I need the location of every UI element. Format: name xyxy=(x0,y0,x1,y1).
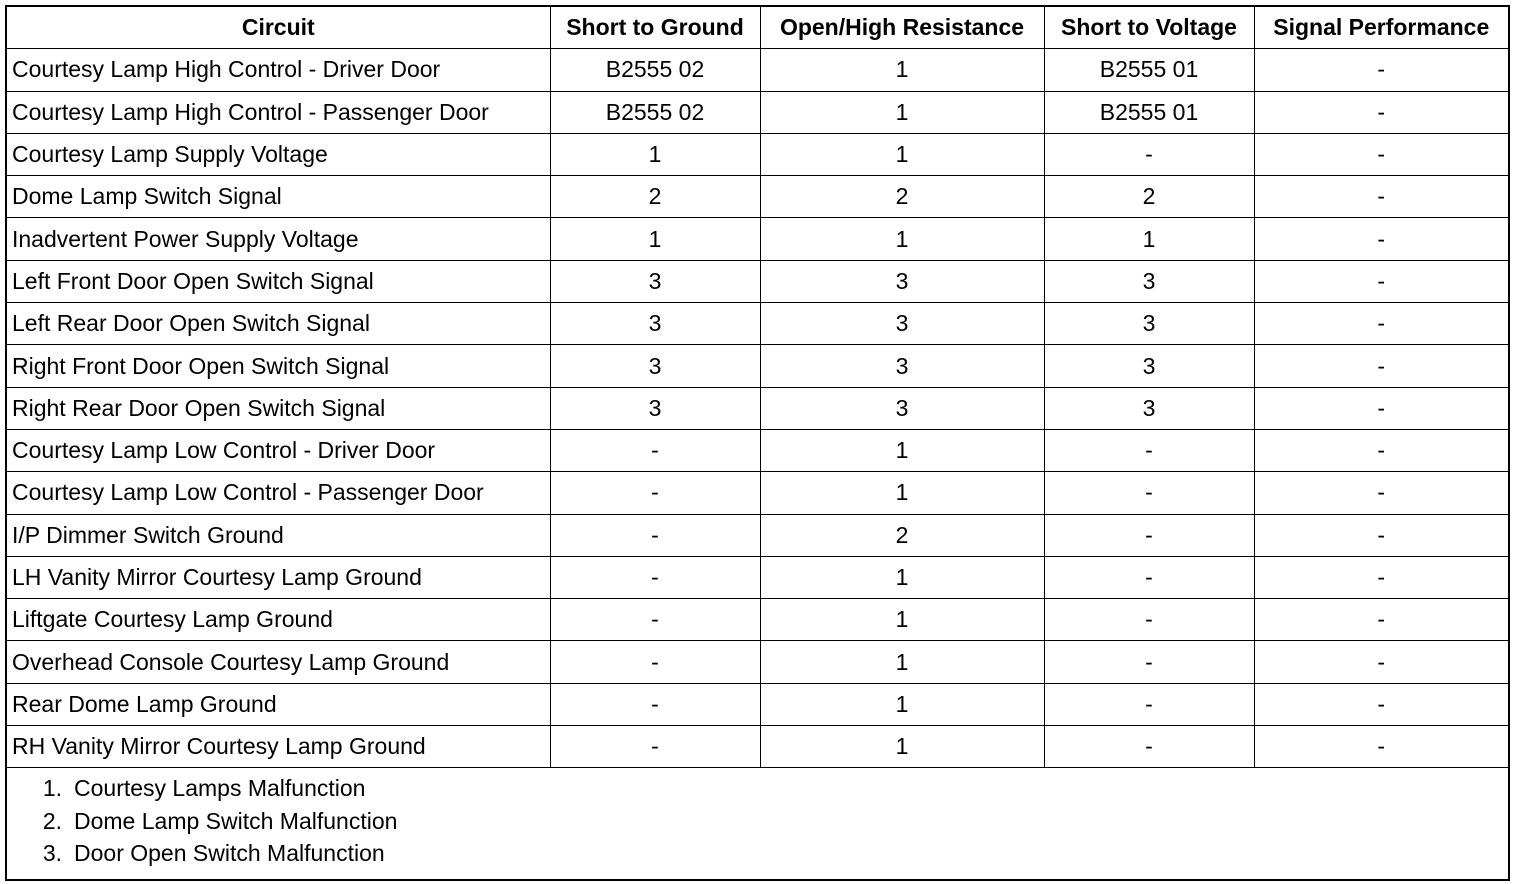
cell-signal-performance: - xyxy=(1254,218,1508,260)
cell-open-high-resistance: 3 xyxy=(760,260,1044,302)
cell-circuit: Right Rear Door Open Switch Signal xyxy=(7,387,550,429)
footnote-item xyxy=(7,805,1508,838)
cell-circuit: LH Vanity Mirror Courtesy Lamp Ground xyxy=(7,556,550,598)
cell-circuit: Courtesy Lamp High Control - Passenger Door xyxy=(7,91,550,133)
cell-signal-performance: - xyxy=(1254,514,1508,556)
table-row xyxy=(7,303,1508,345)
cell-short-to-ground: - xyxy=(550,429,760,471)
cell-circuit: RH Vanity Mirror Courtesy Lamp Ground xyxy=(7,726,550,768)
cell-open-high-resistance: 2 xyxy=(760,514,1044,556)
cell-signal-performance: - xyxy=(1254,472,1508,514)
cell-open-high-resistance: 1 xyxy=(760,49,1044,91)
cell-circuit: Liftgate Courtesy Lamp Ground xyxy=(7,599,550,641)
table-row xyxy=(7,387,1508,429)
footnotes xyxy=(7,772,1508,870)
cell-short-to-ground: 2 xyxy=(550,176,760,218)
cell-circuit: Overhead Console Courtesy Lamp Ground xyxy=(7,641,550,683)
cell-short-to-ground: - xyxy=(550,514,760,556)
cell-short-to-voltage: 3 xyxy=(1044,345,1254,387)
cell-short-to-ground: 3 xyxy=(550,345,760,387)
cell-signal-performance: - xyxy=(1254,303,1508,345)
cell-signal-performance: - xyxy=(1254,429,1508,471)
document-frame xyxy=(5,5,1510,881)
cell-circuit: Courtesy Lamp Low Control - Passenger Door xyxy=(7,472,550,514)
table-row xyxy=(7,133,1508,175)
cell-signal-performance: - xyxy=(1254,641,1508,683)
table-row xyxy=(7,726,1508,768)
cell-circuit: Right Front Door Open Switch Signal xyxy=(7,345,550,387)
footnote-number: 3. xyxy=(42,840,62,866)
table-header-row xyxy=(7,7,1508,49)
cell-short-to-voltage: - xyxy=(1044,641,1254,683)
table-row xyxy=(7,260,1508,302)
cell-short-to-ground: 1 xyxy=(550,218,760,260)
cell-signal-performance: - xyxy=(1254,726,1508,768)
table-row xyxy=(7,683,1508,725)
cell-open-high-resistance: 1 xyxy=(760,683,1044,725)
cell-signal-performance: - xyxy=(1254,260,1508,302)
cell-circuit: Dome Lamp Switch Signal xyxy=(7,176,550,218)
cell-short-to-ground: - xyxy=(550,641,760,683)
cell-short-to-voltage: - xyxy=(1044,556,1254,598)
cell-circuit: Courtesy Lamp Low Control - Driver Door xyxy=(7,429,550,471)
footnote-text: Courtesy Lamps Malfunction xyxy=(74,775,366,801)
table-body xyxy=(7,49,1508,768)
cell-circuit: Left Rear Door Open Switch Signal xyxy=(7,303,550,345)
table-row xyxy=(7,641,1508,683)
header-short-to-ground: Short to Ground xyxy=(550,7,760,49)
cell-open-high-resistance: 1 xyxy=(760,472,1044,514)
header-signal-performance: Signal Performance xyxy=(1254,7,1508,49)
cell-short-to-voltage: B2555 01 xyxy=(1044,49,1254,91)
circuit-fault-table xyxy=(7,7,1508,768)
footnote-number: 1. xyxy=(42,775,62,801)
table-row xyxy=(7,49,1508,91)
cell-short-to-ground: - xyxy=(550,599,760,641)
cell-short-to-voltage: - xyxy=(1044,514,1254,556)
table-row xyxy=(7,218,1508,260)
cell-open-high-resistance: 1 xyxy=(760,726,1044,768)
cell-circuit: Inadvertent Power Supply Voltage xyxy=(7,218,550,260)
table-row xyxy=(7,345,1508,387)
table-row xyxy=(7,556,1508,598)
cell-short-to-voltage: B2555 01 xyxy=(1044,91,1254,133)
cell-open-high-resistance: 1 xyxy=(760,641,1044,683)
footnote-number: 2. xyxy=(42,807,62,834)
cell-short-to-voltage: 3 xyxy=(1044,260,1254,302)
cell-short-to-ground: - xyxy=(550,683,760,725)
cell-open-high-resistance: 1 xyxy=(760,218,1044,260)
cell-circuit: Rear Dome Lamp Ground xyxy=(7,683,550,725)
cell-short-to-ground: B2555 02 xyxy=(550,91,760,133)
cell-short-to-ground: - xyxy=(550,726,760,768)
cell-short-to-voltage: - xyxy=(1044,472,1254,514)
table-row xyxy=(7,599,1508,641)
cell-signal-performance: - xyxy=(1254,599,1508,641)
table-row xyxy=(7,514,1508,556)
cell-circuit: Courtesy Lamp High Control - Driver Door xyxy=(7,49,550,91)
cell-short-to-voltage: 3 xyxy=(1044,303,1254,345)
footnote-text: Dome Lamp Switch Malfunction xyxy=(74,807,398,834)
cell-signal-performance: - xyxy=(1254,556,1508,598)
header-circuit: Circuit xyxy=(7,7,550,49)
table-row xyxy=(7,429,1508,471)
cell-circuit: Left Front Door Open Switch Signal xyxy=(7,260,550,302)
cell-open-high-resistance: 3 xyxy=(760,387,1044,429)
cell-short-to-ground: 3 xyxy=(550,260,760,302)
cell-circuit: Courtesy Lamp Supply Voltage xyxy=(7,133,550,175)
cell-short-to-ground: - xyxy=(550,472,760,514)
cell-short-to-ground: 3 xyxy=(550,387,760,429)
cell-open-high-resistance: 1 xyxy=(760,133,1044,175)
cell-open-high-resistance: 1 xyxy=(760,91,1044,133)
cell-short-to-voltage: - xyxy=(1044,683,1254,725)
cell-short-to-ground: 3 xyxy=(550,303,760,345)
cell-short-to-voltage: - xyxy=(1044,429,1254,471)
cell-open-high-resistance: 1 xyxy=(760,599,1044,641)
table-row xyxy=(7,91,1508,133)
cell-open-high-resistance: 3 xyxy=(760,303,1044,345)
cell-short-to-voltage: - xyxy=(1044,133,1254,175)
cell-signal-performance: - xyxy=(1254,683,1508,725)
footnote-item xyxy=(7,772,1508,805)
cell-signal-performance: - xyxy=(1254,133,1508,175)
footnote-text: Door Open Switch Malfunction xyxy=(74,840,385,866)
cell-short-to-ground: B2555 02 xyxy=(550,49,760,91)
table-row xyxy=(7,176,1508,218)
header-open-high-resistance: Open/High Resistance xyxy=(760,7,1044,49)
cell-short-to-ground: 1 xyxy=(550,133,760,175)
cell-short-to-voltage: 1 xyxy=(1044,218,1254,260)
cell-short-to-voltage: - xyxy=(1044,726,1254,768)
cell-signal-performance: - xyxy=(1254,49,1508,91)
table-row xyxy=(7,472,1508,514)
cell-signal-performance: - xyxy=(1254,387,1508,429)
cell-short-to-voltage: - xyxy=(1044,599,1254,641)
cell-circuit: I/P Dimmer Switch Ground xyxy=(7,514,550,556)
cell-signal-performance: - xyxy=(1254,176,1508,218)
cell-short-to-voltage: 3 xyxy=(1044,387,1254,429)
cell-short-to-ground: - xyxy=(550,556,760,598)
footnote-item xyxy=(7,837,1508,870)
cell-open-high-resistance: 3 xyxy=(760,345,1044,387)
cell-open-high-resistance: 1 xyxy=(760,556,1044,598)
cell-open-high-resistance: 1 xyxy=(760,429,1044,471)
cell-short-to-voltage: 2 xyxy=(1044,176,1254,218)
cell-open-high-resistance: 2 xyxy=(760,176,1044,218)
cell-signal-performance: - xyxy=(1254,91,1508,133)
header-short-to-voltage: Short to Voltage xyxy=(1044,7,1254,49)
cell-signal-performance: - xyxy=(1254,345,1508,387)
